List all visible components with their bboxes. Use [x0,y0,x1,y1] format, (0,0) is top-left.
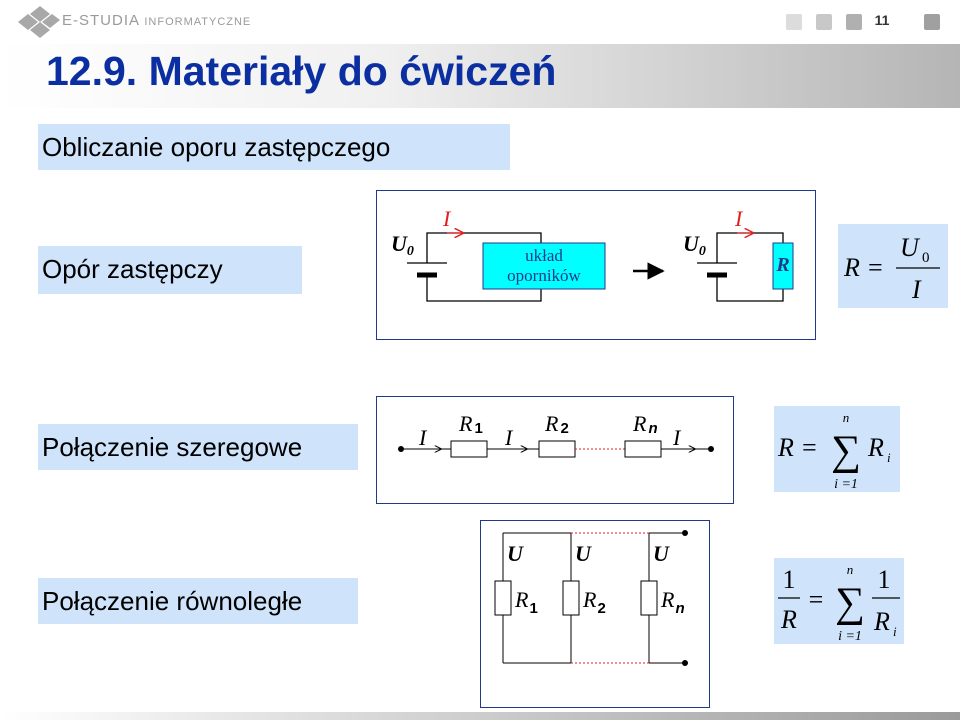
parallel-equals: = [808,585,824,614]
parallel-r2-label: $R_2$ [583,587,606,617]
parallel-voltage-3: U [653,541,669,566]
parallel-resistor-2 [563,581,579,615]
series-sum-top: n [842,410,850,425]
parallel-rn-label: $R_n$ [661,587,685,617]
formula-numerator: U [900,233,919,262]
sum-icon-2: ∑ [835,580,865,626]
logo-text [62,12,251,29]
label-parallel: Połączenie równoległe [38,578,358,624]
label-equivalent: Opór zastępczy [38,246,302,294]
circuit-right [697,233,783,301]
page-title: 12.9. Materiały do ćwiczeń [46,48,557,94]
block-line2: oporników [507,266,581,285]
parallel-rhs-den: R [874,607,890,636]
diagram-equivalent [376,190,816,340]
bottom-bar [0,712,960,720]
terminal-right [708,446,714,452]
parallel-terminal-bottom [682,660,688,666]
block-line1: układ [525,246,563,265]
formula-equivalent [838,224,948,308]
page-number: 11 [874,12,890,28]
nav-square-1[interactable] [786,14,802,30]
series-formula-rhs: R [868,433,884,462]
series-current-label-1: I [419,425,427,450]
parallel-terminal-top [682,530,688,536]
parallel-r1-label: $R_1$ [515,587,538,617]
equivalent-resistor-label: R [776,254,790,276]
series-formula-rhs-sub: i [887,450,891,465]
parallel-resistor-n [641,581,657,615]
series-r1-label: R 1 [459,411,483,437]
parallel-rhs-num: 1 [877,565,891,594]
nav-square-3[interactable] [846,14,862,30]
parallel-sum-top: n [846,562,854,577]
parallel-resistor-1 [495,581,511,615]
nav-square-4[interactable] [924,14,940,30]
series-rn-label: R n [633,411,658,437]
series-formula-lhs: R = [778,433,818,462]
parallel-voltage-1: U [507,541,523,566]
formula-series [774,406,900,492]
current-label-left: I [443,206,451,231]
current-label-right: I [735,206,743,231]
parallel-rhs-den-sub: i [893,624,897,639]
series-resistor-n [625,441,661,457]
parallel-sum-bottom: i =1 [838,629,862,644]
formula-parallel [774,558,904,644]
formula-lhs: R = [844,253,884,282]
diagram-parallel [480,520,710,708]
logo-main: E-STUDIA [62,12,140,29]
parallel-lhs-num: 1 [782,565,796,594]
formula-denominator: I [912,275,921,304]
diagram-series [376,396,734,504]
voltage-label-right: U0 [683,231,706,259]
series-resistor-1 [451,441,487,457]
voltage-label-left: U0 [391,231,414,259]
parallel-voltage-2: U [575,541,591,566]
label-series: Połączenie szeregowe [38,424,358,470]
series-current-label-3: I [673,425,681,450]
logo-sub: INFORMATYCZNE [144,16,252,28]
formula-numerator-sub: 0 [922,250,930,266]
sum-icon: ∑ [831,428,861,474]
nav-square-2[interactable] [816,14,832,30]
series-current-label-2: I [505,425,513,450]
section-heading: Obliczanie oporu zastępczego [38,124,510,170]
series-resistor-2 [539,441,575,457]
series-r2-label: R 2 [545,411,569,437]
parallel-lhs-den: R [781,605,797,634]
series-sum-bottom: i =1 [834,477,858,492]
